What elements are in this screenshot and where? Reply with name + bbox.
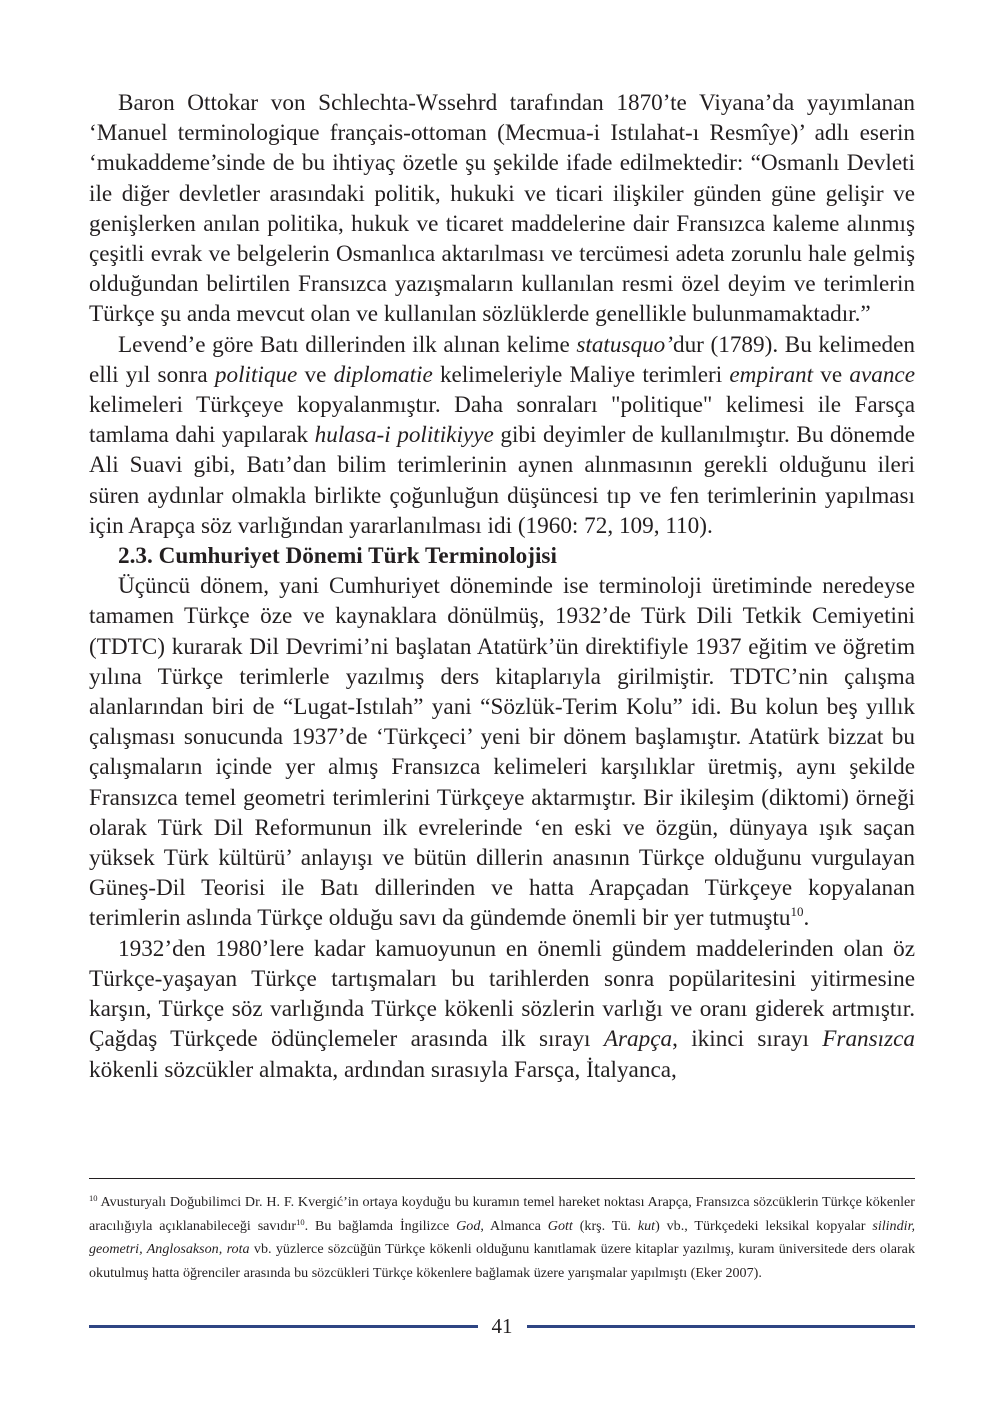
italic-term: empirant [729, 361, 814, 388]
text-run: dur (1789). Bu kelimeden elli yıl sonra [89, 331, 915, 388]
text-run: vb. yüzlerce sözcüğün Türkçe kökenli olduğunu kanıtlamak üzere kitaplar yazılmış, kuram üniversitede ders olarak okutulmuş hatta öğrenciler arasında bu sözcükleri Türkçe kökenlere bağlamak üzere yarışmalar yapılmıştı (Eker 2007). [89, 1241, 915, 1281]
text-run: Üçüncü dönem, yani Cumhuriyet döneminde ise terminoloji üretiminde neredeyse tamamen Türkçe öze ve kaynaklara dönülmüş, 1932’de Türk Dili Tetkik Cemiyetini (TDTC) kurarak Dil Devrimi’ni başlatan Atatürk’ün direktifiyle 1937 eğitim ve öğretim yılına Türkçe terimlerle yazılmış ders kitaplarıyla girilmiştir. TDTC’nin çalışma alanlarından biri de “Lugat-Istılah” yani “Sözlük-Terim Kolu” idi. Bu kolun beş yıllık çalışması sonucunda 1937’de ‘Türkçeci’ yeni bir dönem başlamıştır. Atatürk bizzat bu çalışmaların içinde yer almış Fransızca kelimeleri karşılıklar üretmiş, aynı şekilde Fransızca temel geometri terimlerini Türkçeye aktarmıştır. Bir ikileşim (diktomi) örneği olarak Türk Dil Reformunun ilk evrelerinde ‘en eski ve özgün, dünyaya ışık saçan yüksek Türk kültürü’ anlayışı ve bütün dillerin anasının Türkçe olduğunu vurgulayan Güneş-Dil Teorisi ile Batı dillerinden ve hatta Arapçadan Türkçeye kopyalanan terimlerin aslında Türkçe olduğu savı da gündemde önemli bir yer tutmuştu [89, 573, 915, 932]
text-run: , Almanca [480, 1217, 548, 1234]
paragraph-4 [89, 934, 915, 1085]
text-run: Levend’e göre Batı dillerinden ilk alınan kelime [118, 331, 577, 358]
paragraph-1: Baron Ottokar von Schlechta-Wssehrd tarafından 1870’te Viyana’da yayımlanan ‘Manuel terminologique français-ottoman (Mecmua-i Istılahat-ı Resmîye)’ adlı eserin ‘mukaddeme’sinde de bu ihtiyaç özetle şu şekilde ifade edilmektedir: “Osmanlı Devleti ile diğer devletler arasındaki politik, hukuki ve ticari ilişkiler günden güne gelişir ve genişlerken anılan politika, hukuk ve ticaret maddelerine dair Fransızca kaleme alınmış çeşitli evrak ve belgelerin Osmanlıca aktarılması ve tercümesi adeta zorunlu hale gelmiş olduğundan belirtilen Fransızca yazışmaların kullanılan resmi özel deyim ve terimlerin Türkçe şu anda mevcut olan ve kullanılan sözlüklerde genellikle bulunmamaktadır.” [89, 90, 915, 328]
footnote-area [89, 1178, 915, 1285]
italic-term: Gott [547, 1217, 573, 1234]
italic-term: diplomatie [333, 361, 433, 388]
text-run: . [803, 905, 810, 932]
italic-term: hulasa-i politikiyye [314, 422, 494, 449]
text-run: gibi deyimler de kullanılmıştır. Bu dönemde Ali Suavi gibi, Batı’dan bilim terimlerinin aynen alınmasının gerekli olduğunu ileri süren aydınlar olmakla birlikte çoğunluğun düşüncesi tıp ve fen terimlerinin yapılması için Arapça söz varlığından yararlanılması idi (1960: 72, 109, 110). [89, 422, 915, 539]
text-run: ve [813, 361, 850, 388]
footer-rule-left [89, 1325, 478, 1328]
footnote-reference[interactable]: 10 [790, 904, 804, 920]
text-run: kelimeleriyle Maliye terimleri [432, 361, 730, 388]
italic-term: silindir, geometri, Anglosakson, rota [89, 1217, 916, 1258]
text-run: ve [297, 361, 334, 388]
paragraph-3 [89, 571, 915, 933]
page-number: 41 [491, 1313, 513, 1338]
text-run: kökenli sözcükler almakta, ardından sırasıyla Farsça, İtalyanca, [89, 1056, 677, 1083]
text-run: (krş. Tü. [572, 1217, 638, 1234]
footer-rule-right [527, 1325, 916, 1328]
footnote-marker: 10 [89, 1193, 98, 1203]
italic-term: Fransızca [822, 1026, 915, 1053]
italic-term: statusquo’ [576, 331, 673, 358]
page-footer [89, 1306, 915, 1346]
text-run: ) vb., Türkçedeki leksikal kopyalar [655, 1217, 873, 1234]
text-run: kelimeleri Türkçeye kopyalanmıştır. Daha sonraları "politique" kelimesi ile Farsça tamlama dahi yapılarak [89, 392, 915, 449]
italic-term: politique [214, 361, 298, 388]
italic-term: Arapça [603, 1026, 673, 1053]
text-run: . Bu bağlamda İngilizce [304, 1217, 457, 1234]
paragraph-2 [89, 330, 915, 541]
text-run: 1932’den 1980’lere kadar kamuoyunun en önemli gündem maddelerinden olan öz Türkçe-yaşayan Türkçe tartışmaları bu tarihlerden sonra popülaritesini yitirmesine karşın, Türkçe söz varlığında Türkçe kökenli sözlerin varlığı ve oranı giderek artmıştır. Çağdaş Türkçede ödünçlemeler arasında ilk sırayı [89, 935, 915, 1053]
footnote-reference: 10 [296, 1216, 305, 1227]
page-body [89, 88, 915, 1085]
italic-term: kut [637, 1217, 656, 1234]
footnote-10 [89, 1191, 915, 1285]
italic-term: avance [849, 361, 916, 388]
text-run: Avusturyalı Doğubilimci Dr. H. F. Kvergić’in ortaya koyduğu bu kuramın temel hareket noktası Arapça, Fransızca sözcüklerin Türkçe kökenler aracılığıyla açıklanabileceği savıdır [89, 1194, 915, 1234]
section-heading: 2.3. Cumhuriyet Dönemi Türk Terminolojisi [118, 543, 557, 570]
italic-term: God [456, 1217, 481, 1234]
text-run: , ikinci sırayı [672, 1026, 823, 1053]
